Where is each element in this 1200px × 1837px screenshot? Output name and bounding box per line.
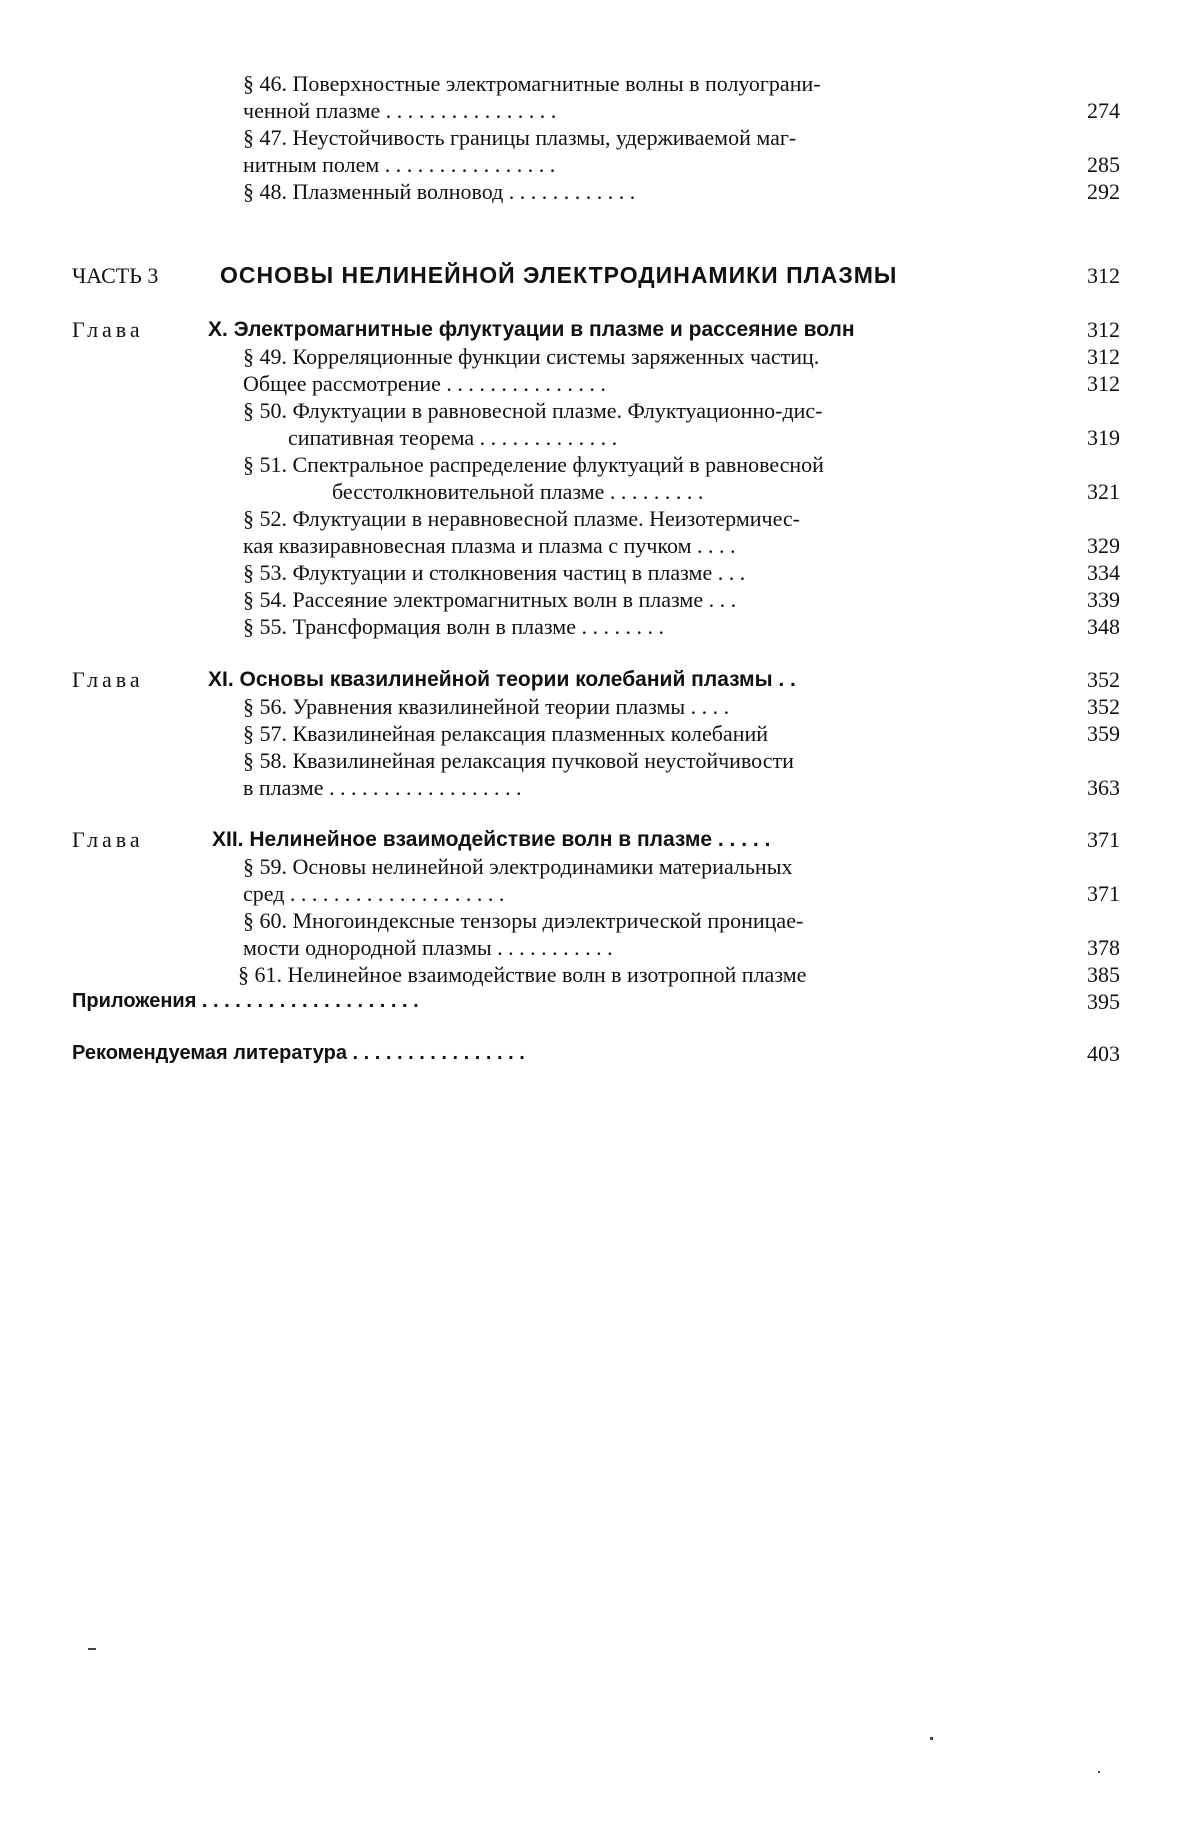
chapter-10-page: 312 [1087, 317, 1120, 342]
toc-entry-60-line1: § 60. Многоиндексные тензоры диэлектрической проницае- [243, 908, 804, 933]
chapter-11-page: 352 [1087, 667, 1120, 692]
toc-entry-54: § 54. Рассеяние электромагнитных волн в плазме . . . [243, 587, 737, 612]
toc-entry-61: § 61. Нелинейное взаимодействие волн в изотропной плазме [238, 962, 807, 987]
toc-entry-48-page: 292 [1087, 179, 1120, 204]
toc-entry-53: § 53. Флуктуации и столкновения частиц в плазме . . . [243, 560, 746, 585]
chapter-12-title: XII. Нелинейное взаимодействие волн в плазме . . . . . [212, 828, 771, 851]
toc-entry-57: § 57. Квазилинейная релаксация плазменных колебаний [243, 721, 769, 746]
toc-entry-55: § 55. Трансформация волн в плазме . . . . . . . . [243, 614, 664, 639]
toc-entry-57-page: 359 [1087, 721, 1120, 746]
appendix-page: 395 [1087, 989, 1120, 1014]
toc-entry-52-line1: § 52. Флуктуации в неравновесной плазме. Неизотермичес- [243, 506, 801, 531]
literature-page: 403 [1087, 1041, 1120, 1066]
toc-entry-56: § 56. Уравнения квазилинейной теории плазмы . . . . [243, 694, 730, 719]
toc-entry-58-line2: в плазме . . . . . . . . . . . . . . . . . . [243, 775, 522, 800]
toc-entry-47-line1: § 47. Неустойчивость границы плазмы, удерживаемой маг- [243, 125, 797, 150]
toc-entry-51-line2: бесстолкновительной плазме . . . . . . . . . [332, 479, 704, 504]
part-label: ЧАСТЬ 3 [72, 263, 159, 288]
scan-speck [88, 1648, 96, 1650]
toc-entry-46-line2: ченной плазме . . . . . . . . . . . . . . . . [243, 98, 557, 123]
toc-entry-59-line2: сред . . . . . . . . . . . . . . . . . . . . [243, 881, 505, 906]
toc-entry-56-page: 352 [1087, 694, 1120, 719]
toc-entry-60-page: 378 [1087, 935, 1120, 960]
toc-entry-50-line2: сипативная теорема . . . . . . . . . . . . . [288, 425, 618, 450]
scan-speck [1098, 1771, 1100, 1773]
toc-entry-47-line2: нитным полем . . . . . . . . . . . . . . . . [243, 152, 556, 177]
literature-title: Рекомендуемая литература . . . . . . . . . . . . . . . . [72, 1042, 525, 1064]
chapter-10-label: Глава [72, 317, 144, 342]
toc-entry-53-page: 334 [1087, 560, 1120, 585]
chapter-12-page: 371 [1087, 827, 1120, 852]
toc-entry-47-page: 285 [1087, 152, 1120, 177]
toc-entry-58-line1: § 58. Квазилинейная релаксация пучковой неустойчивости [243, 748, 794, 773]
toc-entry-60-line2: мости однородной плазмы . . . . . . . . . . . [243, 935, 613, 960]
toc-entry-59-page: 371 [1087, 881, 1120, 906]
toc-entry-50-line1: § 50. Флуктуации в равновесной плазме. Флуктуационно-дис- [243, 398, 823, 423]
toc-entry-58-page: 363 [1087, 775, 1120, 800]
toc-entry-50-page: 319 [1087, 425, 1120, 450]
toc-entry-52-page: 329 [1087, 533, 1120, 558]
toc-entry-49-line1: § 49. Корреляционные функции системы заряженных частиц. [243, 344, 820, 369]
toc-entry-49-page2: 312 [1087, 371, 1120, 396]
toc-entry-59-line1: § 59. Основы нелинейной электродинамики материальных [243, 854, 793, 879]
toc-entry-46-page: 274 [1087, 98, 1120, 123]
toc-entry-55-page: 348 [1087, 614, 1120, 639]
appendix-title: Приложения . . . . . . . . . . . . . . . . . . . . [72, 990, 419, 1012]
chapter-11-title: XI. Основы квазилинейной теории колебаний плазмы . . [208, 668, 796, 691]
scan-speck [930, 1737, 933, 1740]
toc-entry-49-page1: 312 [1087, 344, 1120, 369]
toc-entry-49-line2: Общее рассмотрение . . . . . . . . . . . . . . . [243, 371, 606, 396]
chapter-11-label: Глава [72, 667, 144, 692]
toc-entry-51-line1: § 51. Спектральное распределение флуктуаций в равновесной [243, 452, 824, 477]
chapter-10-title: X. Электромагнитные флуктуации в плазме и рассеяние волн [208, 318, 855, 341]
chapter-12-label: Глава [72, 827, 144, 852]
toc-entry-51-page: 321 [1087, 479, 1120, 504]
part-page: 312 [1087, 263, 1120, 288]
toc-entry-54-page: 339 [1087, 587, 1120, 612]
toc-entry-48: § 48. Плазменный волновод . . . . . . . . . . . . [243, 179, 636, 204]
toc-entry-61-page: 385 [1087, 962, 1120, 987]
toc-entry-52-line2: кая квазиравновесная плазма и плазма с пучком . . . . [243, 533, 736, 558]
toc-entry-46-line1: § 46. Поверхностные электромагнитные волны в полуограни- [243, 71, 821, 96]
part-title: ОСНОВЫ НЕЛИНЕЙНОЙ ЭЛЕКТРОДИНАМИКИ ПЛАЗМЫ [220, 262, 898, 288]
